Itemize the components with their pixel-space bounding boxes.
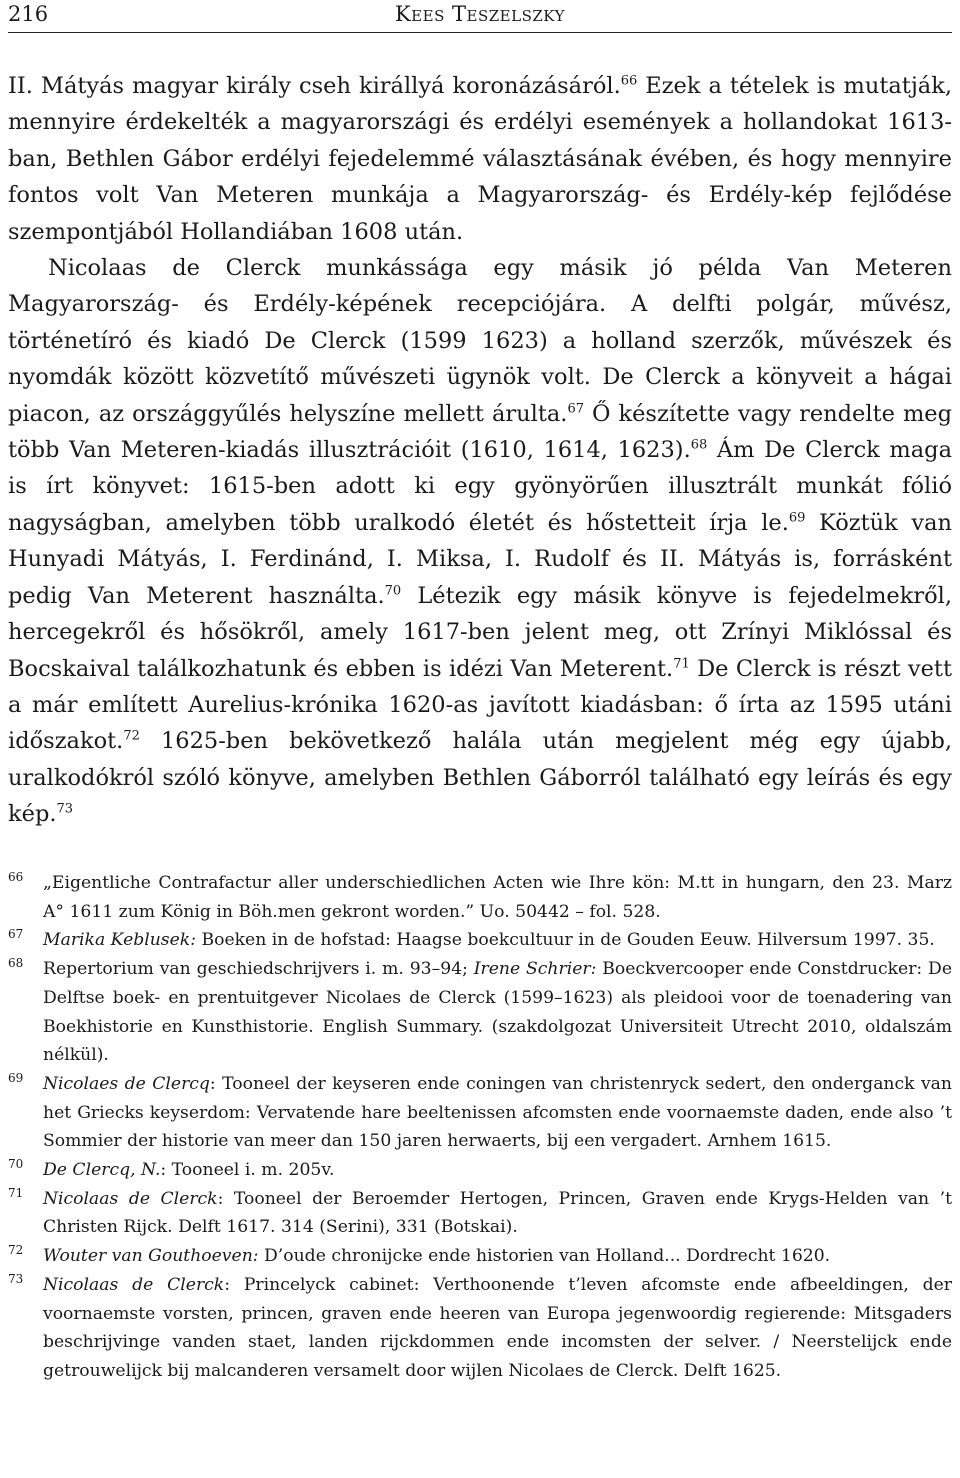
footnote-text: D’oude chronijcke ende historien van Holland... Dordrecht 1620.: [258, 1246, 831, 1267]
footnote-number: 73: [8, 1271, 24, 1286]
footnote-author: De Clercq, N.: [43, 1160, 161, 1181]
footnote: [8, 1156, 952, 1185]
page-number: 216: [8, 2, 49, 26]
text-segment: De Clerck is részt vett a már említett Aurelius-krónika 1620-as javított kiadásban: ő írta az 1595 utáni időszakot.: [8, 655, 952, 755]
footnote-author: Nicolaas de Clerck: [43, 1188, 218, 1209]
body-text: [8, 68, 952, 833]
footnote-reference[interactable]: 66: [620, 73, 638, 89]
footnote-text: Boeckvercooper ende Constdrucker: De Delftse boek- en prentuitgever Nicolaes de Clerck (1599–1623) als pleidooi voor de toenadering van Boekhistorie en Kunsthistorie. English Summary. (szakdolgozat Universiteit Utrecht 2010, oldalszám nélkül).: [43, 959, 953, 1066]
footnote-number: 66: [8, 870, 24, 884]
text-segment: II. Mátyás magyar király cseh királlyá koronázásáról.: [8, 73, 621, 99]
footnote: [8, 1242, 952, 1271]
footnote-reference[interactable]: 70: [384, 583, 402, 599]
footnotes: [8, 869, 952, 1386]
text-segment: Nicolaas de Clerck munkássága egy másik jó példa Van Meteren Magyarország- és Erdély-képének recepciójára. A delfti polgár, művész, történetíró és kiadó De Clerck (1599 1623) a holland szerzők, művészek és nyomdák között közvetítő művészeti ügynök volt. De Clerck a könyveit a hágai piacon, az országgyűlés helyszíne mellett árulta.: [8, 255, 952, 427]
paragraph: [8, 68, 952, 250]
footnote-number: 69: [8, 1070, 24, 1085]
footnote-reference[interactable]: 68: [690, 437, 708, 453]
text-segment: Köztük van Hunyadi Mátyás, I. Ferdinánd, I. Miksa, I. Rudolf és II. Mátyás is, forrásként pedig Van Meterent használta.: [8, 509, 952, 609]
footnote-reference[interactable]: 69: [788, 510, 806, 526]
footnote-text: : Princelyck cabinet: Verthoonende t’leven afcomste ende afbeeldingen, der voornaemste vorsten, princen, graven ende heeren van Europa jegenwoordig regierende: Mitsgaders beschrijvinge vanden staet, landen rijckdommen ende incomsten der selver. / Neerstelijck ende getrouwelijck bij malcanderen versamelt door wijlen Nicolaes de Clerck. Delft 1625.: [43, 1274, 953, 1381]
footnote-author: Nicolaes de Clercq: [43, 1073, 210, 1094]
footnote: [8, 1271, 952, 1386]
footnote: [8, 955, 952, 1070]
footnote-text: Boeken in de hofstad: Haagse boekcultuur in de Gouden Eeuw. Hilversum 1997. 35.: [196, 930, 935, 951]
footnote: [8, 869, 952, 926]
footnote-reference[interactable]: 73: [56, 801, 74, 817]
text-segment: Ám De Clerck maga is írt könyvet: 1615-ben adott ki egy gyönyörűen illusztrált munkát fólió nagyságban, amelyben több uralkodó életét és hőstetteit írja le.: [8, 437, 952, 536]
footnote-text: : Tooneel der keyseren ende coningen van christenryck sedert, den onderganck van het Griecks keyserdom: Vervatende hare beeltenissen afcomsten ende voornaemste daden, ende also ’t Sommier der historie van meer dan 150 jaren herwaerts, bij een vergadert. Arnhem 1615.: [43, 1073, 952, 1152]
footnote-text: : Tooneel der Beroemder Hertogen, Princen, Graven ende Krygs-Helden van ’t Christen Rijck. Delft 1617. 314 (Serini), 331 (Botskai).: [43, 1188, 952, 1238]
footnote-reference[interactable]: 67: [567, 401, 584, 417]
footnote-number: 70: [8, 1157, 24, 1172]
running-header: [8, 0, 952, 33]
footnote-text: : Tooneel i. m. 205v.: [160, 1160, 335, 1181]
footnote-text: Repertorium van geschiedschrijvers i. m. 93–94;: [43, 959, 474, 980]
footnote-number: 72: [8, 1243, 24, 1258]
footnote-number: 67: [8, 927, 24, 942]
footnote-number: 71: [8, 1185, 24, 1200]
footnote-reference[interactable]: 71: [673, 656, 690, 671]
text-segment: Ezek a tételek is mutatják, mennyire érdekelték a magyarországi és erdélyi események a hollandokat 1613-ban, Bethlen Gábor erdélyi fejedelemmé választásának évében, és hogy mennyire fontos volt Van Meteren munkája a Magyarország- és Erdély-kép fejlődése szempontjából Hollandiában 1608 után.: [8, 73, 952, 245]
text-segment: 1625-ben bekövetkező halála után megjelent még egy újabb, uralkodókról szóló könyve, amelyben Bethlen Gáborról található egy leírás és egy kép.: [8, 728, 952, 828]
footnote-author: Marika Keblusek:: [43, 930, 197, 951]
footnote: [8, 1070, 952, 1156]
text-segment: Ő készítette vagy rendelte meg több Van Meteren-kiadás illusztrációit (1610, 1614, 1623).: [8, 400, 953, 464]
footnote-author: Irene Schrier:: [473, 959, 597, 980]
footnote: [8, 1185, 952, 1242]
running-head-author: Kees Teszelszky: [394, 2, 565, 26]
paragraph: [8, 250, 952, 833]
footnote-author: Wouter van Gouthoeven:: [43, 1246, 259, 1267]
footnote-text: „Eigentliche Contrafactur aller underschiedlichen Acten wie Ihre kön: M.tt in hungarn, den 23. Marz A° 1611 zum König in Böh.men gekront worden.” Uo. 50442 – fol. 528.: [43, 873, 952, 922]
footnote-author: Nicolaas de Clerck: [43, 1274, 225, 1295]
footnote-number: 68: [8, 956, 24, 971]
footnote-reference[interactable]: 72: [123, 728, 140, 744]
text-segment: Létezik egy másik könyve is fejedelmekről, hercegekről és hősökről, amely 1617-ben jelent meg, ott Zrínyi Miklóssal és Bocskaival találkozhatunk és ebben is idézi Van Meterent.: [8, 582, 952, 682]
footnote: [8, 926, 952, 955]
